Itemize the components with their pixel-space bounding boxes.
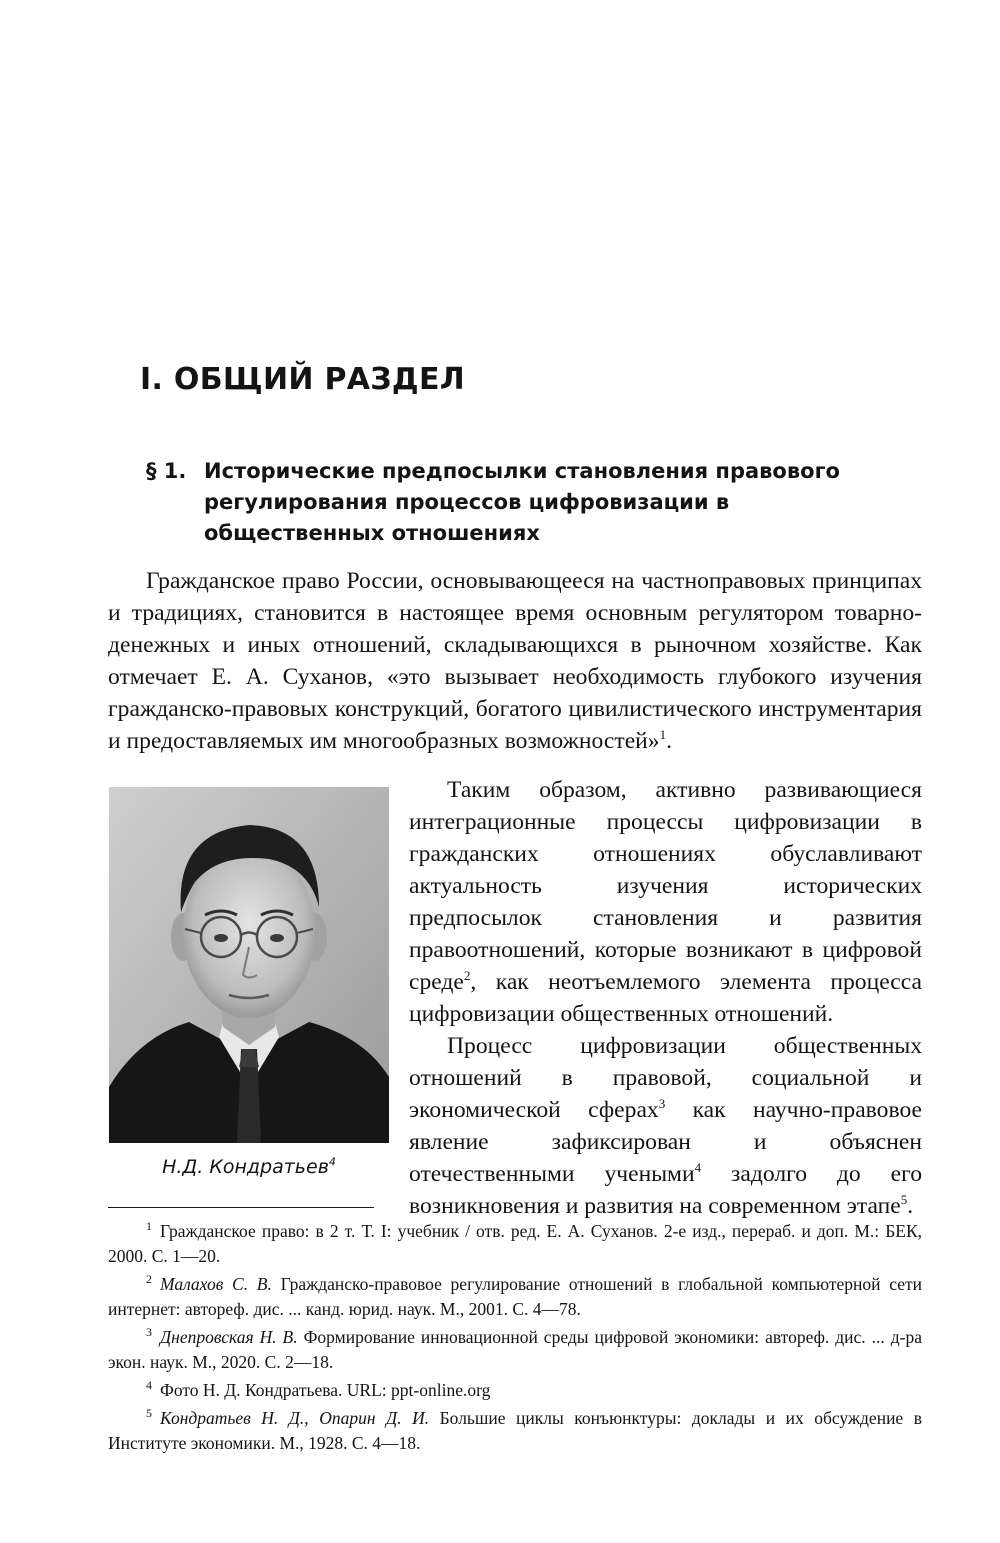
footnote-text: Гражданское право: в 2 т. Т. I: учебник / отв. ред. Е. А. Суханов. 2-е изд., перераб. и доп. М.: БЕК, 2000. С. 1—20. xyxy=(108,1221,922,1266)
footnote-number: 1 xyxy=(146,1219,152,1234)
p3-text-a: Процесс цифровизации общественных отношений в правовой, социальной и экономической сферах xyxy=(409,1033,922,1123)
photo-caption-text: Н.Д. Кондратьев xyxy=(162,1156,329,1178)
footnote-text: Большие циклы конъюнктуры: доклады и их обсуждение в Институте экономики. М., 1928. С. 4—18. xyxy=(108,1408,922,1453)
footnote-divider xyxy=(108,1207,374,1208)
footnote-number: 4 xyxy=(146,1378,152,1393)
footnote-author: Малахов С. В. xyxy=(160,1274,272,1294)
p2-text-b: , как неотъемлемого элемента процесса цифровизации общественных отношений. xyxy=(409,969,922,1027)
p3-text-d: . xyxy=(907,1193,914,1219)
footnote-author: Кондратьев Н. Д., Опарин Д. И. xyxy=(160,1408,430,1428)
footnote-ref-2[interactable]: 2 xyxy=(463,968,471,984)
photo-caption xyxy=(109,1156,389,1178)
paragraph-heading xyxy=(146,456,916,549)
intro-tail: . xyxy=(666,728,673,754)
footnote-4 xyxy=(108,1378,922,1403)
paragraph-3 xyxy=(409,1030,922,1222)
footnote-ref-5[interactable]: 5 xyxy=(900,1192,908,1208)
footnote-author: Днепровская Н. В. xyxy=(160,1327,298,1347)
footnote-number: 2 xyxy=(146,1272,152,1287)
caption-ref[interactable]: 4 xyxy=(328,1155,336,1169)
footnote-5 xyxy=(108,1406,922,1456)
footnote-3 xyxy=(108,1325,922,1375)
intro-text: Гражданское право России, основывающееся на частноправовых принципах и традициях, становится в настоящее время основным регулятором товарно-денежных и иных отношений, складывающихся в рыночном хозяйстве. Как отмечает Е. А. Суханов, «это вызывает необходимость глубокого изучения гражданско-правовых конструкций, богатого цивилистического инструментария и предоставляемых им многообразных возможностей» xyxy=(108,568,922,754)
paragraph-2 xyxy=(409,774,922,1030)
footnote-text: Формирование инновационной среды цифровой экономики: автореф. дис. ... д-ра экон. наук. М., 2020. С. 2—18. xyxy=(108,1327,922,1372)
footnote-2 xyxy=(108,1272,922,1322)
portrait-image xyxy=(109,787,389,1143)
footnote-number: 5 xyxy=(146,1406,152,1421)
footnote-text: Гражданско-правовое регулирование отношений в глобальной компьютерной сети интернет: автореф. дис. ... канд. юрид. наук. М., 2001. С. 4—78. xyxy=(108,1274,922,1319)
paragraph-number: § 1. xyxy=(146,459,187,483)
footnote-number: 3 xyxy=(146,1325,152,1340)
footnote-ref-4[interactable]: 4 xyxy=(694,1160,702,1176)
footnote-ref-1[interactable]: 1 xyxy=(659,727,667,743)
portrait-photo xyxy=(109,787,389,1143)
p3-text-c: задолго до его возникновения и развития на современном этапе xyxy=(409,1161,922,1219)
footnotes xyxy=(108,1219,922,1459)
right-column-text xyxy=(409,774,922,1222)
section-title: I. ОБЩИЙ РАЗДЕЛ xyxy=(140,362,465,397)
p2-text-a: Таким образом, активно развивающиеся интеграционные процессы цифровизации в гражданских отношениях обуславливают актуальность изучения исторических предпосылок становления и развития правоотношений, которые возникают в цифровой среде xyxy=(409,777,922,995)
footnote-text: Фото Н. Д. Кондратьева. URL: ppt-online.org xyxy=(160,1380,491,1400)
paragraph-title: Исторические предпосылки становления правового регулирования процессов цифровизации в общественных отношениях xyxy=(204,459,840,545)
intro-paragraph xyxy=(108,565,922,757)
footnote-ref-3[interactable]: 3 xyxy=(658,1096,666,1112)
p3-text-b: как научно-правовое явление зафиксирован и объяснен отечественными учеными xyxy=(409,1097,922,1187)
footnote-1 xyxy=(108,1219,922,1269)
